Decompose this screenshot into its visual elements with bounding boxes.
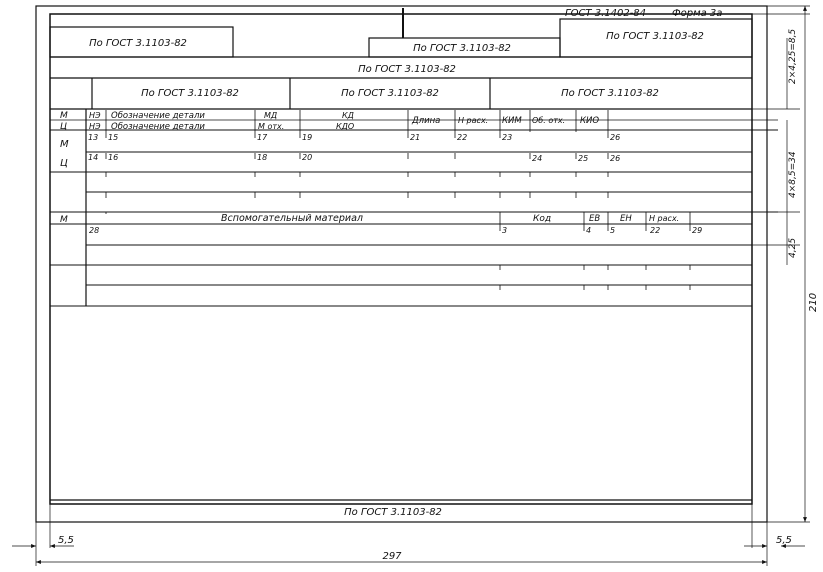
- col-kim: КИМ: [502, 116, 522, 126]
- col-m-otx: М отх.: [258, 122, 285, 131]
- matnum-29: 29: [692, 226, 703, 235]
- dim-material-height: 4,25: [788, 237, 798, 258]
- colnum-21: 21: [410, 133, 421, 142]
- colnum-26: 26: [610, 133, 621, 142]
- colnum-25: 25: [578, 154, 589, 163]
- header-form-label: Форма 3а: [672, 8, 723, 19]
- colnum-23: 23: [502, 133, 513, 142]
- header-standard-ref: ГОСТ 3.1402-84: [565, 8, 647, 19]
- col-kio: КИО: [580, 116, 600, 126]
- second-right-block: По ГОСТ 3.1103-82: [561, 88, 659, 99]
- top-left-block: По ГОСТ 3.1103-82: [89, 38, 187, 49]
- colnum-26c: 26: [610, 154, 621, 163]
- col-kod: Код: [532, 214, 552, 224]
- full-width-block: По ГОСТ 3.1103-82: [358, 64, 456, 75]
- colnum-17: 17: [257, 133, 268, 142]
- row-code-c2: Ц: [60, 158, 68, 169]
- top-right-block: По ГОСТ 3.1103-82: [606, 31, 704, 42]
- dim-header-height: 2×4,25=8,5: [788, 28, 798, 84]
- col-ev: ЕВ: [589, 214, 601, 224]
- dim-right-margin: 5,5: [776, 535, 792, 546]
- colnum-18: 18: [257, 153, 268, 162]
- colnum-24: 24: [532, 154, 543, 163]
- matnum-5: 5: [610, 226, 616, 235]
- colnum-15: 15: [108, 133, 119, 142]
- col-ne-c: НЭ: [89, 122, 101, 131]
- matnum-4: 4: [586, 226, 592, 235]
- col-ne-m: НЭ: [89, 111, 101, 120]
- colnum-16: 16: [108, 153, 119, 162]
- col-length: Длина: [412, 116, 441, 126]
- colnum-22: 22: [457, 133, 468, 142]
- col-kdo: КДО: [336, 122, 355, 131]
- matnum-22: 22: [650, 226, 661, 235]
- col-kd: КД: [342, 111, 354, 120]
- colnum-14: 14: [88, 153, 99, 162]
- col-ob-otx: Об. отх.: [532, 116, 566, 125]
- colnum-20: 20: [302, 153, 313, 162]
- sheet-border: [36, 6, 767, 522]
- row-code-m2: М: [60, 139, 69, 150]
- dim-sheet-width: 297: [382, 551, 402, 562]
- row-code-m: М: [60, 111, 68, 121]
- bottom-block: По ГОСТ 3.1103-82: [344, 507, 442, 518]
- dim-sheet-height: 210: [808, 292, 819, 312]
- col-md: МД: [264, 111, 278, 120]
- top-center-block: По ГОСТ 3.1103-82: [413, 43, 511, 54]
- second-center-block: По ГОСТ 3.1103-82: [341, 88, 439, 99]
- col-n-rash-mat: Н расх.: [649, 214, 680, 223]
- dim-body-rows: 4×8,5=34: [788, 151, 798, 198]
- col-n-rash: Н расх.: [458, 116, 489, 125]
- dim-left-margin: 5,5: [58, 535, 74, 546]
- colnum-13: 13: [88, 133, 99, 142]
- second-left-block: По ГОСТ 3.1103-82: [141, 88, 239, 99]
- col-designation-m: Обозначение детали: [111, 111, 205, 121]
- col-designation-c: Обозначение детали: [111, 122, 205, 132]
- aux-material-label: Вспомогательный материал: [221, 213, 363, 224]
- colnum-19: 19: [302, 133, 313, 142]
- matnum-28: 28: [89, 226, 100, 235]
- col-en: ЕН: [620, 214, 632, 224]
- matnum-3: 3: [502, 226, 508, 235]
- row-code-m3: М: [60, 215, 68, 225]
- row-code-c: Ц: [60, 122, 67, 132]
